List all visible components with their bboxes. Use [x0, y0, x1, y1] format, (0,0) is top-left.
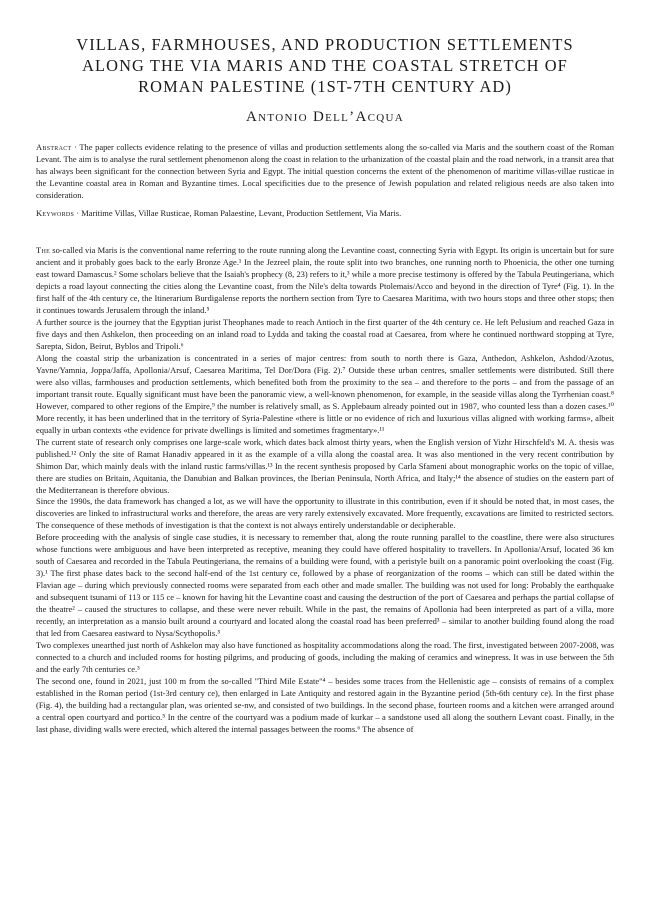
paragraph: Along the coastal strip the urbanization is concentrated in a series of major centres: from south to north there is Gaza, Anthedon, Ashkelon, Ashdod/Azotus, Yavne/Yamnia, Joppa/Jaffa, Apollonia/Arsuf, Caesarea Maritima, Tel Dor/Dora (Fig. 2).⁷ Outside these urban centres, smaller settlements were distributed. Still there were also villas, farmhouses and production settlements, which benefited both from the proximity to the sea – and therefore to the ports – and from the passage of an important transit route. Equally significant must have been the panoramic view, a well-known phenomenon, for example, in the seaside villas along the Tyrrhenian coast.⁸ However, compared to other regions of the Empire,⁹ the number is relatively small, as S. Applebaum already pointed out in 1987, who counted less than a dozen cases.¹⁰ More recently, it has been underlined that in the territory of Syria-Palestine «there is little or no evidence of rich and luxurious villas aligned with working farms», albeit equally in urban contexts «the evidence for private dwellings is limited and sometimes fragmentary».¹¹	[36, 353, 614, 435]
keywords-heading: Keywords	[36, 207, 75, 218]
abstract-heading: Abstract	[36, 142, 72, 152]
abstract-text: · The paper collects evidence relating to the presence of villas and production settlements along the so-called via Maris and the southern coast of the Roman Levant. The aim is to analyse the rural settlement phenomenon along the coast in relation to the urbanization of the coastal plain and the road network, in a transit area that has always been significant for the connection between Syria and Egypt. The initial question concerns the extent of the phenomenon of maritime villas-villae rusticae in the Levantine coastal area in Roman and Byzantine times. Local specificities due to the presence of Jewish population and related religious needs are also taken into consideration.	[36, 142, 614, 200]
title-line-3: ROMAN PALESTINE (1ST-7TH CENTURY AD)	[138, 77, 512, 96]
paragraph: A further source is the journey that the Egyptian jurist Theophanes made to reach Antioch in the first quarter of the 4th century ce. He left Pelusium and reached Gaza in five days and then Ashkelon, then proceeding on an inland road to Lydda and taking the coastal road at Caesarea, from where he continued northward stopping at Tyre, Sarepta, Sidon, Beirut, Byblos and Tripoli.⁶	[36, 317, 614, 352]
title-line-1: VILLAS, FARMHOUSES, AND PRODUCTION SETTLEMENTS	[76, 35, 574, 54]
body-text	[36, 245, 614, 735]
paragraph: The second one, found in 2021, just 100 m from the so-called "Third Mile Estate"⁴ – besides some traces from the Hellenistic age – consists of remains of a complex established in the Roman period (1st-3rd century ce), then enlarged in Late Antiquity and restored again in the Byzantine period (5th-6th century ce). In the first phase (Fig. 4), the building had a rectangular plan, was oriented se-nw, and consisted of two buildings. In the second phase, fourteen rooms and a kitchen were arranged around a central open courtyard and portico.⁵ In the centre of the courtyard was a podium made of kurkar – a sandstone used all along the southern Levant coast. Finally, in the last phase, dividing walls were erected, which altered the internal passages between the rooms.⁶ The absence of	[36, 675, 614, 734]
paragraph	[36, 245, 614, 317]
paper-title	[36, 34, 614, 97]
keywords	[36, 208, 614, 220]
title-line-2: ALONG THE VIA MARIS AND THE COASTAL STRETCH OF	[82, 56, 568, 75]
paragraph: Since the 1990s, the data framework has changed a lot, as we will have the opportunity to illustrate in this contribution, even if it should be noted that, in most cases, the discoveries are linked to infrastructural works and therefore, the areas are very rarely extensively excavated. More frequently, excavations are limited to restricted sectors. The consequence of these methods of investigation is that the context is not always entirely understandable or decipherable.	[36, 496, 614, 531]
paragraph-text: so-called via Maris is the conventional name referring to the route running along the Levantine coast, connecting Syria with Egypt. Its origin is uncertain but for sure ancient and it probably goes back to the early Bronze Age.¹ In the Jezreel plain, the route split into two branches, one running north to Phoenicia, the other one turning east toward Damascus.² Some scholars believe that the Isaiah's prophecy (8, 23) refers to it,³ while a more precise testimony is offered by the Tabula Peutingeriana, which depicts a road layout connecting the cities along the Levantine coast, from the Nile's delta towards Ptolemais/Acco and beyond in the direction of Tyre⁴ (Fig. 1). In the first half of the 4th century ce, the Itinerarium Burdigalense reports the northern section from Tyre to Caesarea Maritima, with two hours stops and three other stops; then it continues towards Jerusalem through the inland.⁵	[36, 245, 614, 316]
abstract	[36, 142, 614, 202]
paragraph: The current state of research only comprises one large-scale work, which dates back almost thirty years, when the English version of Yizhr Hirschfeld's M. A. thesis was published.¹² Only the site of Ramat Hanadiv appeared in it as the example of a villa along the coastal area. It was also mentioned in the very recent contribution by Shimon Dar, which mainly deals with the inland rustic farms/villas.¹³ In the recent synthesis proposed by Carla Sfameni about monographic works on the topic of villae, there are studies on Britain, Aquitania, the Danubian and Balkan provinces, the Iberian Peninsula, North Africa, and Italy;¹⁴ the absence of studies on the eastern part of the Mediterranean is therefore obvious.	[36, 436, 614, 495]
author-name: Antonio Dell’Acqua	[246, 109, 404, 125]
paragraph: Two complexes unearthed just north of Ashkelon may also have functioned as hospitality accommodations along the road. The first, investigated between 2007-2008, was connected to a church and included rooms for hosting pilgrims, and producing of goods, including the making of ceramics and winepress. It was in use between the 5th and the early 7th centuries ce.³	[36, 639, 614, 674]
paragraph: Before proceeding with the analysis of single case studies, it is necessary to remember that, along the route running parallel to the coastline, there were also structures whose functions were ambiguous and have been interpreted as receptive, meaning they could have offered hospitality to travellers. In Apollonia/Arsuf, located 36 km south of Caesarea and recorded in the Tabula Peutingeriana, the remains of a building were found, with a peristyle built on a panoramic point overlooking the coast (Fig. 3).¹ The first phase dates back to the second half-end of the 1st century ce, followed by a phase of reorganization of the rooms – which can still be dated within the Flavian age – during which previously connected rooms were separated from each other and made smaller. The building was not used for long: Probably the earthquake and subsequent tsunami of 113 or 115 ce – known for having hit the Levantine coast and causing the destruction of the port of Caesarea and perhaps the partial collapse of the theatre² – caused the structures to collapse, and these were never rebuilt. While in the past, the remains of Apollonia had been interpreted as part of a villa, more recently, an interpretation as a mansio built around a courtyard and located along the coastal road has been preferred³ – similar to another building found along the road that led from Caesarea eastward to Nysa/Scythopolis.⁵	[36, 532, 614, 638]
keywords-text: · Maritime Villas, Villae Rusticae, Roman Palaestine, Levant, Production Settlement, Via Maris.	[74, 207, 402, 218]
paragraph-lead: The	[36, 245, 51, 256]
